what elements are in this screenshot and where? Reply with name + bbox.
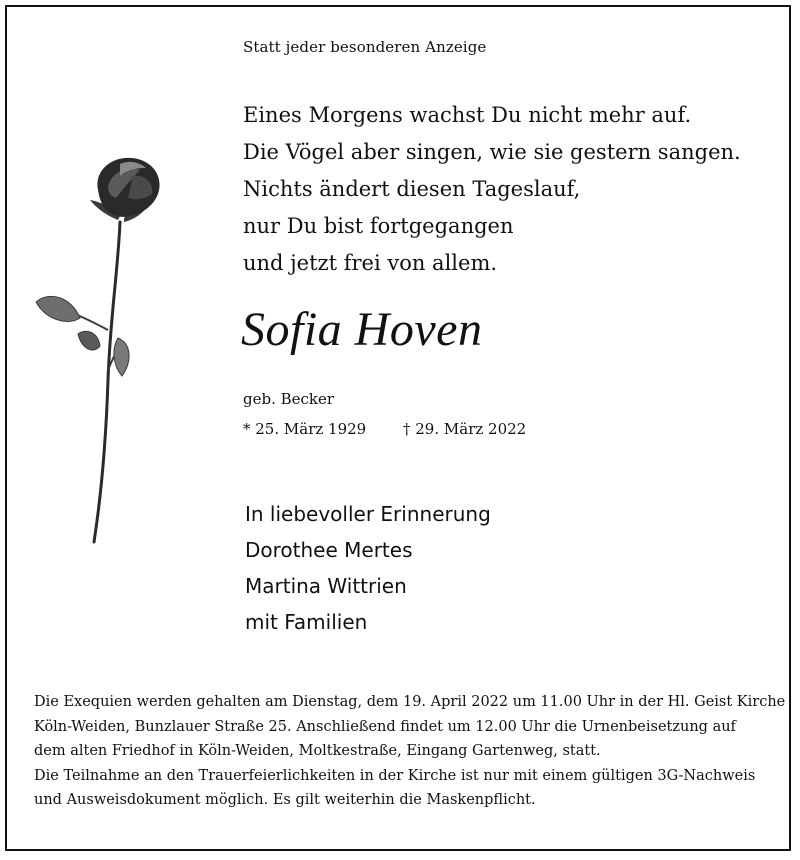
poem-line: nur Du bist fortgegangen [243,214,514,238]
ad-header: Statt jeder besonderen Anzeige [243,38,487,56]
notice-line: Die Teilnahme an den Trauerfeierlichkeiten in der Kirche ist nur mit einem gültigen 3G-Nachweis [34,767,756,784]
mourners-line: In liebevoller Erinnerung [245,502,491,526]
notice-line: dem alten Friedhof in Köln-Weiden, Moltkestraße, Eingang Gartenweg, statt. [34,743,601,759]
mourners-line: Martina Wittrien [245,574,407,598]
poem [243,97,741,282]
poem-line: Eines Morgens wachst Du nicht mehr auf. [243,103,692,127]
mourners-line: mit Familien [245,610,368,634]
poem-line: Die Vögel aber singen, wie sie gestern sangen. [243,140,741,164]
mourners [245,496,491,640]
rose-leaf-left-small [78,331,100,350]
notice-line: Köln-Weiden, Bunzlauer Straße 25. Anschließend findet um 12.00 Uhr die Urnenbeisetzung auf [34,718,736,735]
rose-leaf-right [114,338,129,376]
death-date: † 29. März 2022 [403,420,527,438]
notice-line: Die Exequien werden gehalten am Dienstag, dem 19. April 2022 um 11.00 Uhr in der Hl. Geist Kirche [34,694,786,710]
poem-line: und jetzt frei von allem. [243,251,498,275]
rose-stem [94,222,120,542]
rose-leaf-left [36,296,80,321]
rose-icon [28,150,178,550]
life-dates [243,420,527,438]
mourners-line: Dorothee Mertes [245,538,413,562]
poem-line: Nichts ändert diesen Tageslauf, [243,177,581,201]
birth-date: * 25. März 1929 [243,420,367,438]
deceased-name: Sofia Hoven [241,303,483,356]
notice-line: und Ausweisdokument möglich. Es gilt weiterhin die Maskenpflicht. [34,792,536,808]
maiden-name: geb. Becker [243,390,335,408]
funeral-notice [34,690,786,813]
